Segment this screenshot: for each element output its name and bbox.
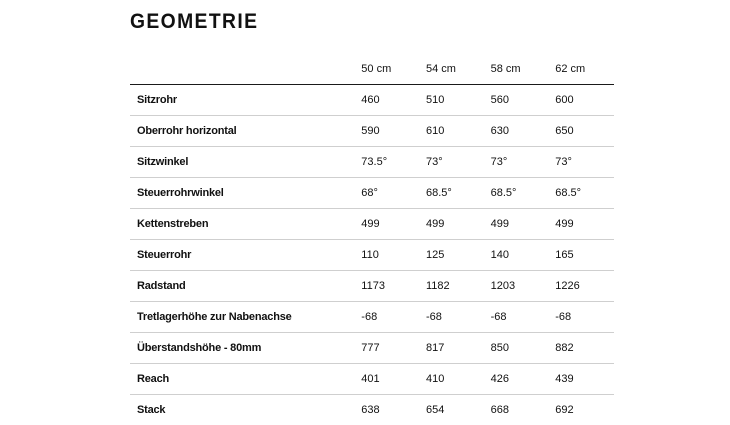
cell-value: 68.5° <box>555 178 614 209</box>
cell-value: 68.5° <box>426 178 491 209</box>
cell-value: 654 <box>425 404 445 416</box>
cell-value: 125 <box>426 240 491 271</box>
cell-value: 1203 <box>491 271 556 302</box>
cell-value: 650 <box>555 116 614 147</box>
cell-value: 817 <box>426 333 491 364</box>
cell-value: 882 <box>555 333 614 364</box>
cell-value: -68 <box>555 302 614 333</box>
cell-value: 460 <box>361 85 426 116</box>
row-label: Radstand <box>130 271 361 302</box>
cell-value: 777 <box>361 333 426 364</box>
row-label: Überstandshöhe - 80mm <box>130 333 361 364</box>
table-row <box>130 302 614 333</box>
header-corner <box>130 54 361 85</box>
table-row <box>130 85 614 116</box>
cell-value: 1182 <box>426 271 491 302</box>
cell-value: 439 <box>555 364 614 395</box>
cell-value: 499 <box>426 209 491 240</box>
header-size-62: 62 cm <box>555 54 614 85</box>
cell-value: 401 <box>361 364 426 395</box>
cell-value: -68 <box>426 302 491 333</box>
cell-value: 73.5° <box>361 147 426 178</box>
row-label: Tretlagerhöhe zur Nabenachse <box>130 302 361 333</box>
row-label: Steuerrohr <box>130 240 361 271</box>
cell-value: -68 <box>361 302 426 333</box>
table-row <box>130 395 614 425</box>
geometry-table <box>130 54 614 425</box>
cell-value: 426 <box>491 364 556 395</box>
cell-value: 560 <box>491 85 556 116</box>
cell-value: 499 <box>361 209 426 240</box>
header-size-54: 54 cm <box>426 54 491 85</box>
row-label: Steuerrohrwinkel <box>130 178 361 209</box>
table-row <box>130 240 614 271</box>
table-row <box>130 364 614 395</box>
page-title: GEOMETRIE <box>130 10 259 33</box>
row-label: Kettenstreben <box>130 209 361 240</box>
cell-value: 600 <box>555 85 614 116</box>
cell-value: 73° <box>426 147 491 178</box>
cell-value: 410 <box>426 364 491 395</box>
cell-value: 638 <box>361 404 380 416</box>
cell-value: 68° <box>361 178 426 209</box>
row-label: Sitzwinkel <box>130 147 361 178</box>
table-row <box>130 147 614 178</box>
table-row <box>130 116 614 147</box>
cell-value: 1173 <box>361 271 426 302</box>
cell-value: 1226 <box>555 271 614 302</box>
cell-value: 692 <box>555 404 574 416</box>
cell-value: 668 <box>490 404 509 416</box>
cell-value: 73° <box>491 147 556 178</box>
row-label: Sitzrohr <box>130 85 361 116</box>
cell-value: 68.5° <box>491 178 556 209</box>
cell-value: 140 <box>491 240 556 271</box>
header-size-58: 58 cm <box>491 54 556 85</box>
cell-value: 630 <box>491 116 556 147</box>
cell-value: 110 <box>361 240 426 271</box>
cell-value: 499 <box>555 209 614 240</box>
table-row <box>130 178 614 209</box>
cell-value: -68 <box>491 302 556 333</box>
row-label: Stack <box>137 404 166 416</box>
cell-value: 610 <box>426 116 491 147</box>
cell-value: 165 <box>555 240 614 271</box>
cell-value: 590 <box>361 116 426 147</box>
cell-value: 499 <box>491 209 556 240</box>
row-label: Reach <box>130 364 361 395</box>
cell-value: 510 <box>426 85 491 116</box>
header-size-50: 50 cm <box>361 54 426 85</box>
row-label: Oberrohr horizontal <box>130 116 361 147</box>
cell-value: 850 <box>491 333 556 364</box>
table-row <box>130 271 614 302</box>
table-header-row <box>130 54 614 85</box>
table-row <box>130 209 614 240</box>
table-row <box>130 333 614 364</box>
cell-value: 73° <box>555 147 614 178</box>
